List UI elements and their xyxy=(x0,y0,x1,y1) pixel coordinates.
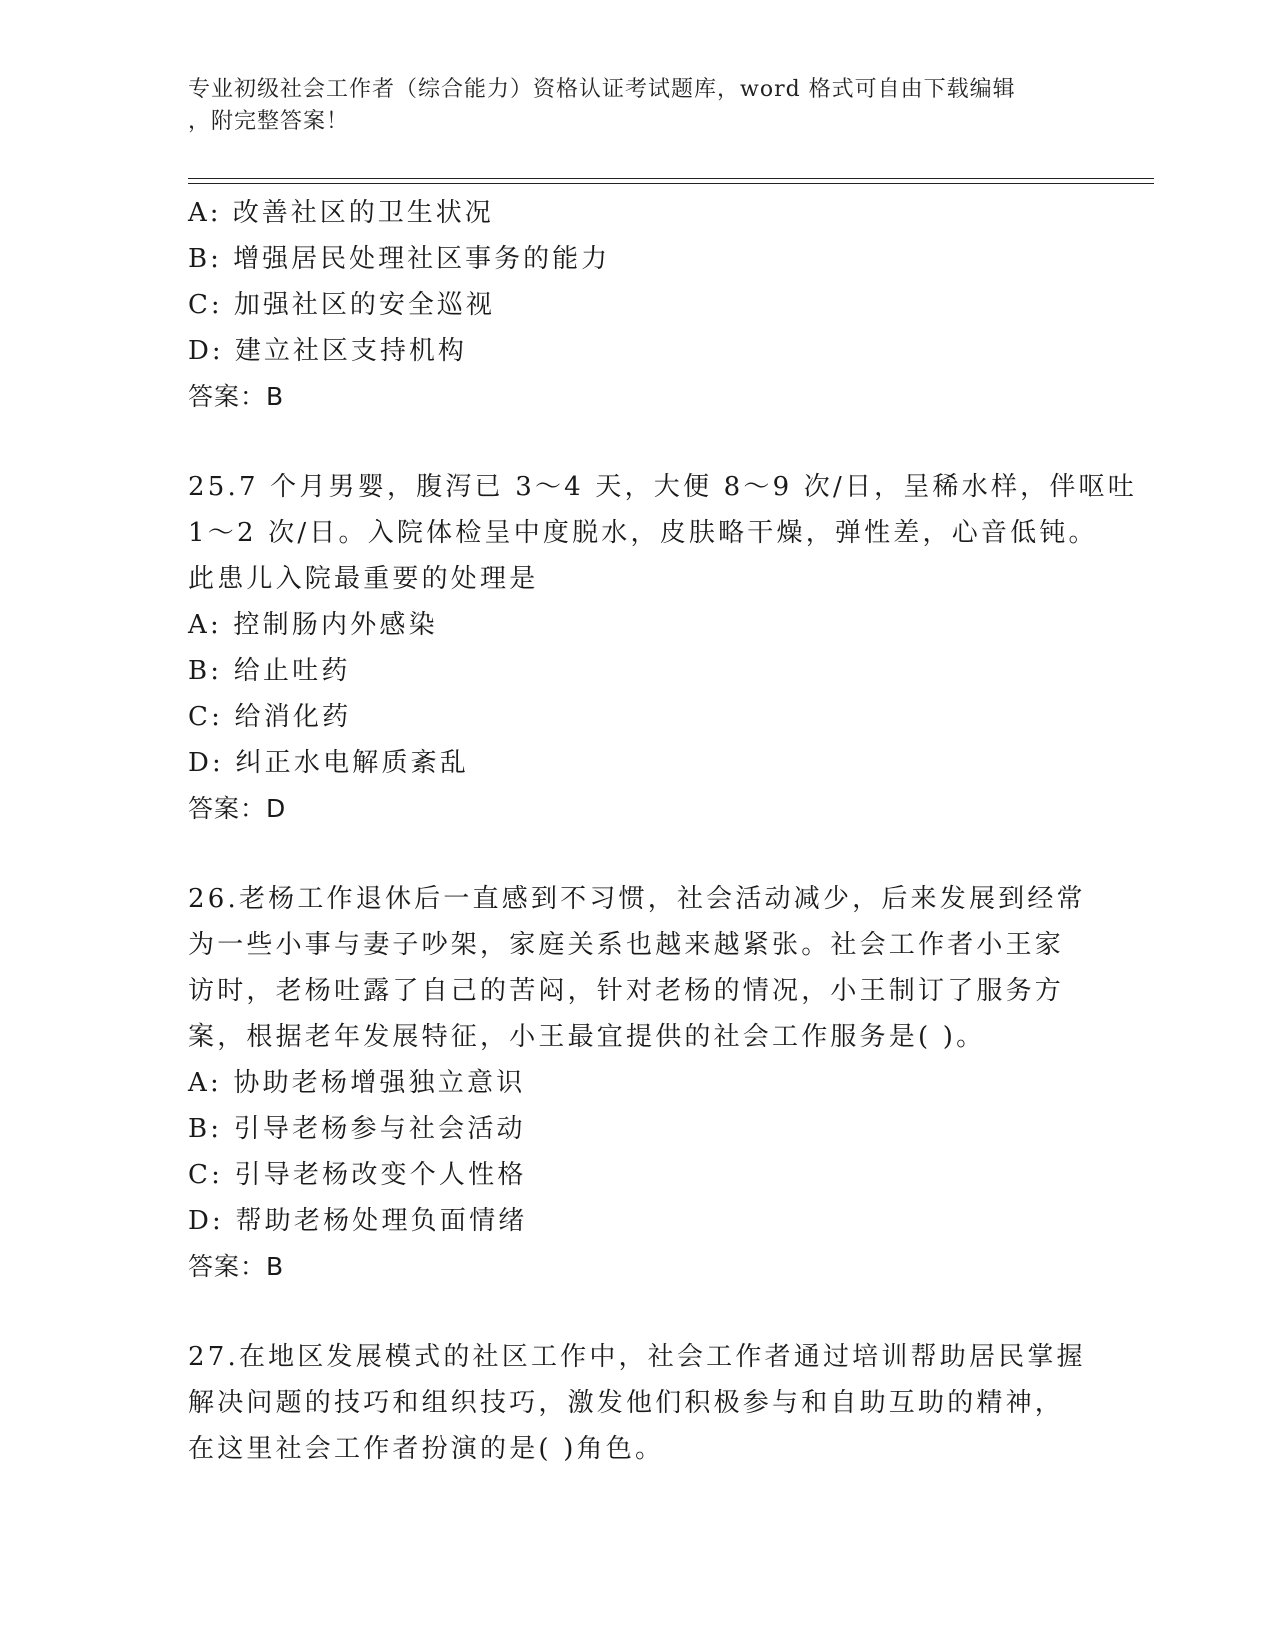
option-b: B: 引导老杨参与社会活动 xyxy=(188,1114,526,1144)
question-text-line: 26.老杨工作退休后一直感到不习惯，社会活动减少，后来发展到经常 xyxy=(188,884,1086,914)
answer-line: 答案：D xyxy=(188,794,287,823)
answer-line: 答案：B xyxy=(188,382,285,411)
option-b: B: 给止吐药 xyxy=(188,656,351,686)
option-c: C: 给消化药 xyxy=(188,702,352,732)
question-26 xyxy=(188,876,1088,1290)
option-d: D: 建立社区支持机构 xyxy=(188,336,467,366)
header-title-line-2: ，附完整答案！ xyxy=(188,109,350,134)
option-a: A: 协助老杨增强独立意识 xyxy=(188,1068,526,1098)
document-body xyxy=(188,190,1137,1472)
question-text-line: 案，根据老年发展特征，小王最宜提供的社会工作服务是( )。 xyxy=(188,1022,986,1052)
header-title-line-1: 专业初级社会工作者（综合能力）资格认证考试题库，word 格式可自由下载编辑 xyxy=(188,77,1016,102)
option-d: D: 纠正水电解质紊乱 xyxy=(188,748,470,778)
question-text-line: 25.7 个月男婴，腹泻已 3～4 天，大便 8～9 次/日，呈稀水样，伴呕吐 xyxy=(188,472,1137,502)
option-a: A: 控制肠内外感染 xyxy=(188,610,438,640)
question-25 xyxy=(188,464,1137,832)
question-text-line: 此患儿入院最重要的处理是 xyxy=(188,564,539,594)
option-d: D: 帮助老杨处理负面情绪 xyxy=(188,1206,528,1236)
header-divider-top xyxy=(188,178,1154,179)
header-divider-bottom xyxy=(188,183,1154,184)
page-header xyxy=(188,74,1068,138)
option-c: C: 引导老杨改变个人性格 xyxy=(188,1160,527,1190)
question-text-line: 1～2 次/日。入院体检呈中度脱水，皮肤略干燥，弹性差，心音低钝。 xyxy=(188,518,1098,548)
question-27 xyxy=(188,1334,1088,1472)
question-text-line: 为一些小事与妻子吵架，家庭关系也越来越紧张。社会工作者小王家 xyxy=(188,930,1065,960)
option-c: C: 加强社区的安全巡视 xyxy=(188,290,495,320)
option-b: B: 增强居民处理社区事务的能力 xyxy=(188,244,611,274)
question-24-continuation xyxy=(188,190,1088,420)
option-a: A: 改善社区的卫生状况 xyxy=(188,198,494,228)
question-text-line: 27.在地区发展模式的社区工作中，社会工作者通过培训帮助居民掌握 xyxy=(188,1342,1086,1372)
question-text-line: 解决问题的技巧和组织技巧，激发他们积极参与和自助互助的精神， xyxy=(188,1388,1065,1418)
answer-line: 答案：B xyxy=(188,1252,285,1281)
question-text-line: 访时，老杨吐露了自己的苦闷，针对老杨的情况，小王制订了服务方 xyxy=(188,976,1065,1006)
question-text-line: 在这里社会工作者扮演的是( )角色。 xyxy=(188,1434,665,1464)
